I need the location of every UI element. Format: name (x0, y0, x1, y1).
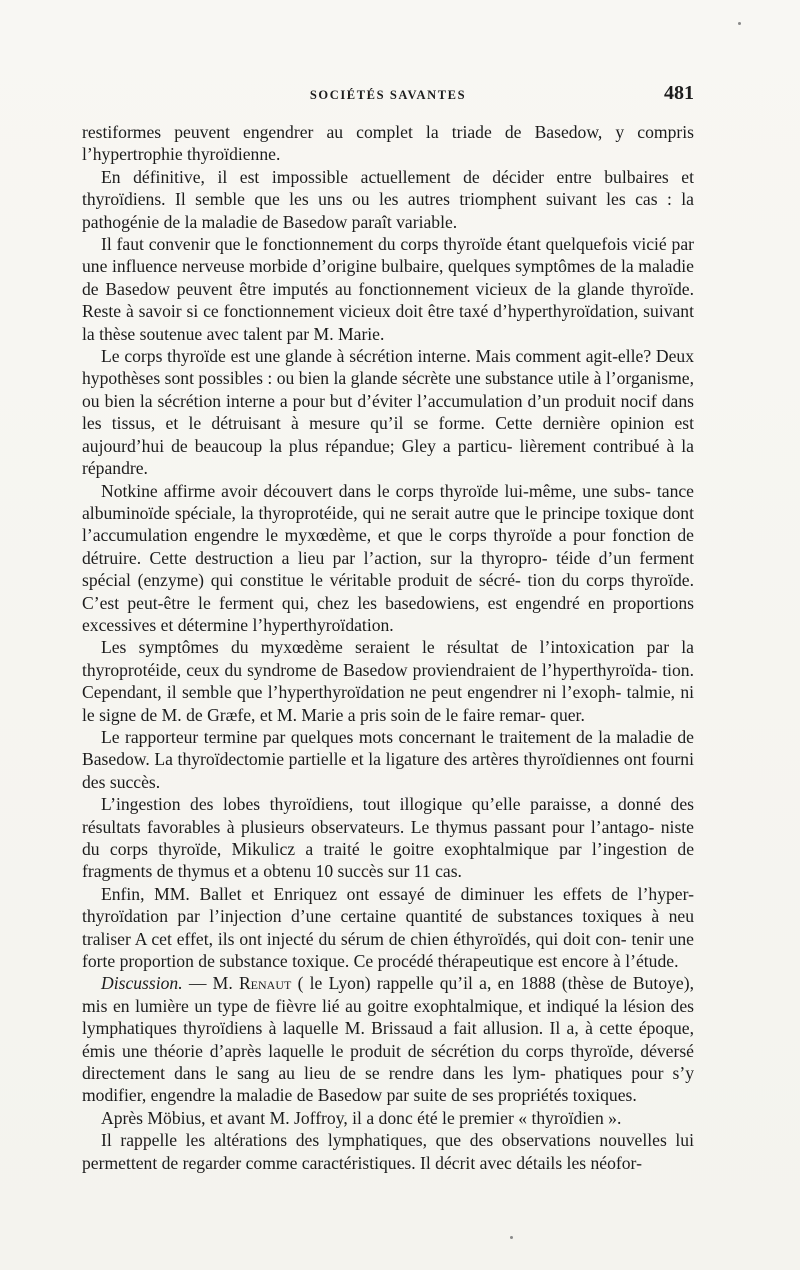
discussion-label: Discussion. (101, 973, 183, 994)
discussion-dash: — M. (182, 973, 239, 994)
paragraph: restiformes peuvent engendrer au complet la triade de Basedow, y compris l’hypertrophie thyroïdienne. (82, 122, 694, 165)
print-speck (738, 22, 741, 25)
page-header (82, 82, 694, 112)
speaker-name: Renaut (238, 973, 292, 994)
paragraph: Enfin, MM. Ballet et Enriquez ont essayé de diminuer les effets de l’hyper- thyroïdation par l’injection d’une certaine quantité de substances toxiques à neu traliser A cet effet, ils ont injecté du sérum de chien éthyroïdés, qui doit con- tenir une forte proportion de substance toxique. Ce procédé thérapeutique est encore à l’étude. (82, 883, 694, 972)
paragraph: Il rappelle les altérations des lymphatiques, que des observations nouvelles lui permettent de regarder comme caractéristiques. Il décrit avec détails les néofor- (82, 1130, 694, 1173)
paragraph: Après Möbius, et avant M. Joffroy, il a donc été le premier « thyroïdien ». (101, 1107, 622, 1128)
paragraph: Le rapporteur termine par quelques mots concernant le traitement de la maladie de Basedow. La thyroïdectomie partielle et la ligature des artères thyroïdiennes ont fourni des succès. (82, 726, 694, 792)
paragraph: Notkine affirme avoir découvert dans le corps thyroïde lui-même, une subs- tance albuminoïde spéciale, la thyroprotéide, qui ne serait autre que le principe toxique dont l’accumulation engendre le myxœdème, et que le corps thyroïde a pour fonction de détruire. Cette destruction a lieu par l’action, sur la thyropro- téide d’un ferment spécial (enzyme) qui constitue le véritable produit de sécré- tion du corps thyroïde. C’est peut-être le ferment qui, chez les basedowiens, est engendré en proportions excessives et détermine l’hyperthyroïdation. (82, 480, 694, 635)
discussion-paragraph (82, 972, 694, 1106)
paragraph: L’ingestion des lobes thyroïdiens, tout illogique qu’elle paraisse, a donné des résultats favorables à plusieurs observateurs. Le thymus passant pour l’antago- niste du corps thyroïde, Mikulicz a traité le goitre exophtalmique par l’ingestion de fragments de thymus et a obtenu 10 succès sur 11 cas. (82, 794, 694, 882)
discussion-text: ( le Lyon) rappelle qu’il a, en 1888 (thèse de Butoye), mis en lumière un type de fièvre lié au goitre exophtalmique, et indiqué la lésion des lymphatiques thyroïdiens à laquelle M. Brissaud a fait allusion. Il a, à cette époque, émis une théorie d’après laquelle le produit de sécrétion du corps thyroïde, déversé directement dans le sang au lieu de se rendre dans les lym- phatiques pour s’y modifier, engendre la maladie de Basedow par suite de ses propriétés toxiques. (82, 973, 694, 1106)
page-number: 481 (664, 82, 694, 104)
running-head: SOCIÉTÉS SAVANTES (309, 88, 467, 102)
paragraph: Le corps thyroïde est une glande à sécrétion interne. Mais comment agit-elle? Deux hypothèses sont possibles : ou bien la glande sécrète une substance utile à l’organisme, ou bien la sécrétion interne a pour but d’éviter l’accumulation d’un produit nocif dans les tissus, et le détruisant à mesure qu’il se forme. Cette dernière opinion est aujourd’hui de beaucoup la plus répandue; Gley a particu- lièrement contribué à la répandre. (82, 346, 694, 479)
paragraph: En définitive, il est impossible actuellement de décider entre bulbaires et thyroïdiens. Il semble que les uns ou les autres triomphent suivant les cas : la pathogénie de la maladie de Basedow paraît variable. (82, 166, 694, 232)
body-text (82, 121, 694, 1174)
paragraph: Les symptômes du myxœdème seraient le résultat de l’intoxication par la thyroprotéide, ceux du syndrome de Basedow proviendraient de l’hyperthyroïda- tion. Cependant, il semble que l’hyperthyroïdation ne peut engendrer ni l’exoph- talmie, ni le signe de M. de Græfe, et M. Marie a pris soin de le faire remar- quer. (82, 637, 694, 725)
paragraph: Il faut convenir que le fonctionnement du corps thyroïde étant quelquefois vicié par une influence nerveuse morbide d’origine bulbaire, quelques symptômes de la maladie de Basedow peuvent être imputés au fonctionnement vicieux de la glande thyroïde. Reste à savoir si ce fonctionnement vicieux doit être taxé d’hyperthyroïdation, suivant la thèse soutenue avec talent par M. Marie. (82, 234, 694, 344)
print-speck (510, 1236, 513, 1239)
